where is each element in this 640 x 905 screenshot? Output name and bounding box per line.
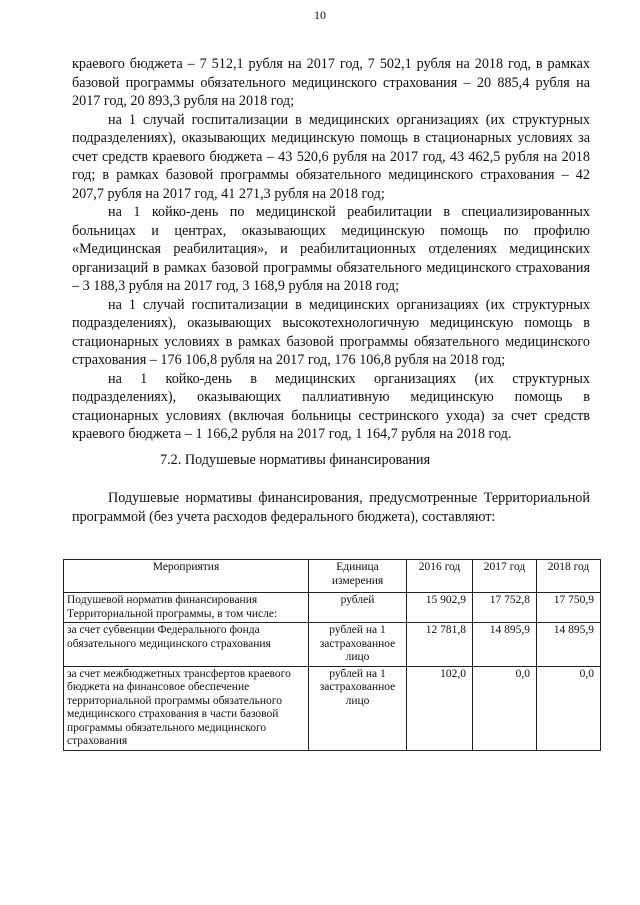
paragraph: на 1 случай госпитализации в медицинских организациях (их структурных подразделениях), оказывающих высокотехнологичную медицинскую помощь в стационарных условиях в рамках базовой программы обязательного медицинского страхования – 176 106,8 рубля на 2017 год, 176 106,8 рубля на 2018 год; (72, 296, 590, 368)
table-cell-activity: за счет межбюджетных трансфертов краевого бюджета на финансовое обеспечение территориальной программы обязательного медицинского страхования в части базовой программы обязательного медицинского страхования (64, 666, 309, 750)
financing-norms-table (63, 559, 601, 751)
table-cell-2017: 0,0 (473, 666, 537, 750)
section-heading: 7.2. Подушевые нормативы финансирования (160, 451, 431, 468)
table-cell-2018: 14 895,9 (537, 623, 601, 667)
table-cell-2018: 17 750,9 (537, 593, 601, 623)
table-cell-unit: рублей на 1 застрахованное лицо (309, 666, 407, 750)
paragraph: на 1 койко-день по медицинской реабилитации в специализированных больницах и центрах, оказывающих медицинскую помощь по профилю «Медицинская реабилитация», и реабилитационных отделениях медицинских организаций в рамках базовой программы обязательного медицинского страхования – 3 188,3 рубля на 2017 год, 3 168,9 рубля на 2018 год; (72, 204, 590, 294)
paragraph: на 1 койко-день в медицинских организациях (их структурных подразделениях), оказывающих паллиативную медицинскую помощь в стационарных условиях (включая больницы сестринского ухода) за счет средств краевого бюджета – 1 166,2 рубля на 2017 год, 1 164,7 рубля на 2018 год. (72, 370, 590, 442)
table-cell-activity: Подушевой норматив финансирования Территориальной программы, в том числе: (64, 593, 309, 623)
column-header-unit: Единица измерения (309, 560, 407, 593)
paragraph: краевого бюджета – 7 512,1 рубля на 2017 год, 7 502,1 рубля на 2018 год, в рамках базовой программы обязательного медицинского страхования – 20 885,4 рубля на 2017 год, 20 893,3 рубля на 2018 год; (72, 56, 590, 109)
column-header-activities: Мероприятия (64, 560, 309, 593)
column-header-2016: 2016 год (407, 560, 473, 593)
page-number: 10 (314, 8, 326, 22)
table-cell-2018: 0,0 (537, 666, 601, 750)
table-cell-2017: 14 895,9 (473, 623, 537, 667)
table-cell-2017: 17 752,8 (473, 593, 537, 623)
column-header-2018: 2018 год (537, 560, 601, 593)
table-row (64, 623, 601, 667)
table-cell-2016: 15 902,9 (407, 593, 473, 623)
table-cell-unit: рублей на 1 застрахованное лицо (309, 623, 407, 667)
intro-paragraph: Подушевые нормативы финансирования, предусмотренные Территориальной программой (без учета расходов федерального бюджета), составляют: (72, 490, 590, 525)
paragraph: на 1 случай госпитализации в медицинских организациях (их структурных подразделениях), оказывающих медицинскую помощь в стационарных условиях за счет средств краевого бюджета – 43 520,6 рубля на 2017 год, 43 462,5 рубля на 2018 год; в рамках базовой программы обязательного медицинского страхования – 42 207,7 рубля на 2017 год, 41 271,3 рубля на 2018 год; (72, 111, 590, 202)
table-cell-unit: рублей (309, 593, 407, 623)
table-header-row (64, 560, 601, 593)
table-cell-activity: за счет субвенции Федерального фонда обязательного медицинского страхования (64, 623, 309, 667)
table-row (64, 666, 601, 750)
column-header-2017: 2017 год (473, 560, 537, 593)
table-cell-2016: 12 781,8 (407, 623, 473, 667)
document-body (72, 55, 590, 526)
table-cell-2016: 102,0 (407, 666, 473, 750)
table-row (64, 593, 601, 623)
